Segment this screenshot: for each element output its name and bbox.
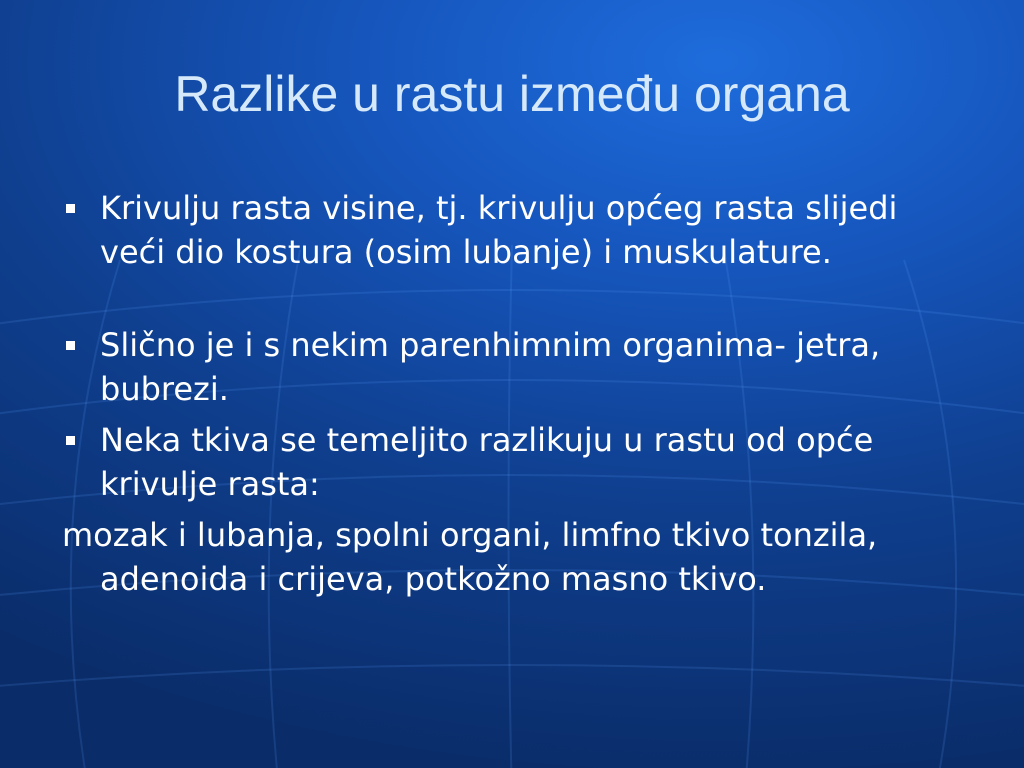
tissue-list-paragraph: mozak i lubanja, spolni organi, limfno tkivo tonzila, adenoida i crijeva, potkožno masno tkivo. <box>62 516 878 598</box>
bullet-text: Slično je i s nekim parenhimnim organima- jetra, bubrezi. <box>100 326 881 408</box>
bullet-item <box>100 323 930 411</box>
bullet-text: Krivulju rasta visine, tj. krivulju općeg rasta slijedi veći dio kostura (osim lubanje) i muskulature. <box>100 189 898 271</box>
bullet-item <box>100 186 930 274</box>
square-bullet-icon <box>66 204 75 213</box>
slide-title: Razlike u rastu između organa <box>174 66 850 122</box>
square-bullet-icon <box>66 341 75 350</box>
bullet-text: Neka tkiva se temeljito razlikuju u rastu od opće krivulje rasta: <box>100 421 874 503</box>
square-bullet-icon <box>66 436 75 445</box>
bullet-item <box>100 418 930 506</box>
